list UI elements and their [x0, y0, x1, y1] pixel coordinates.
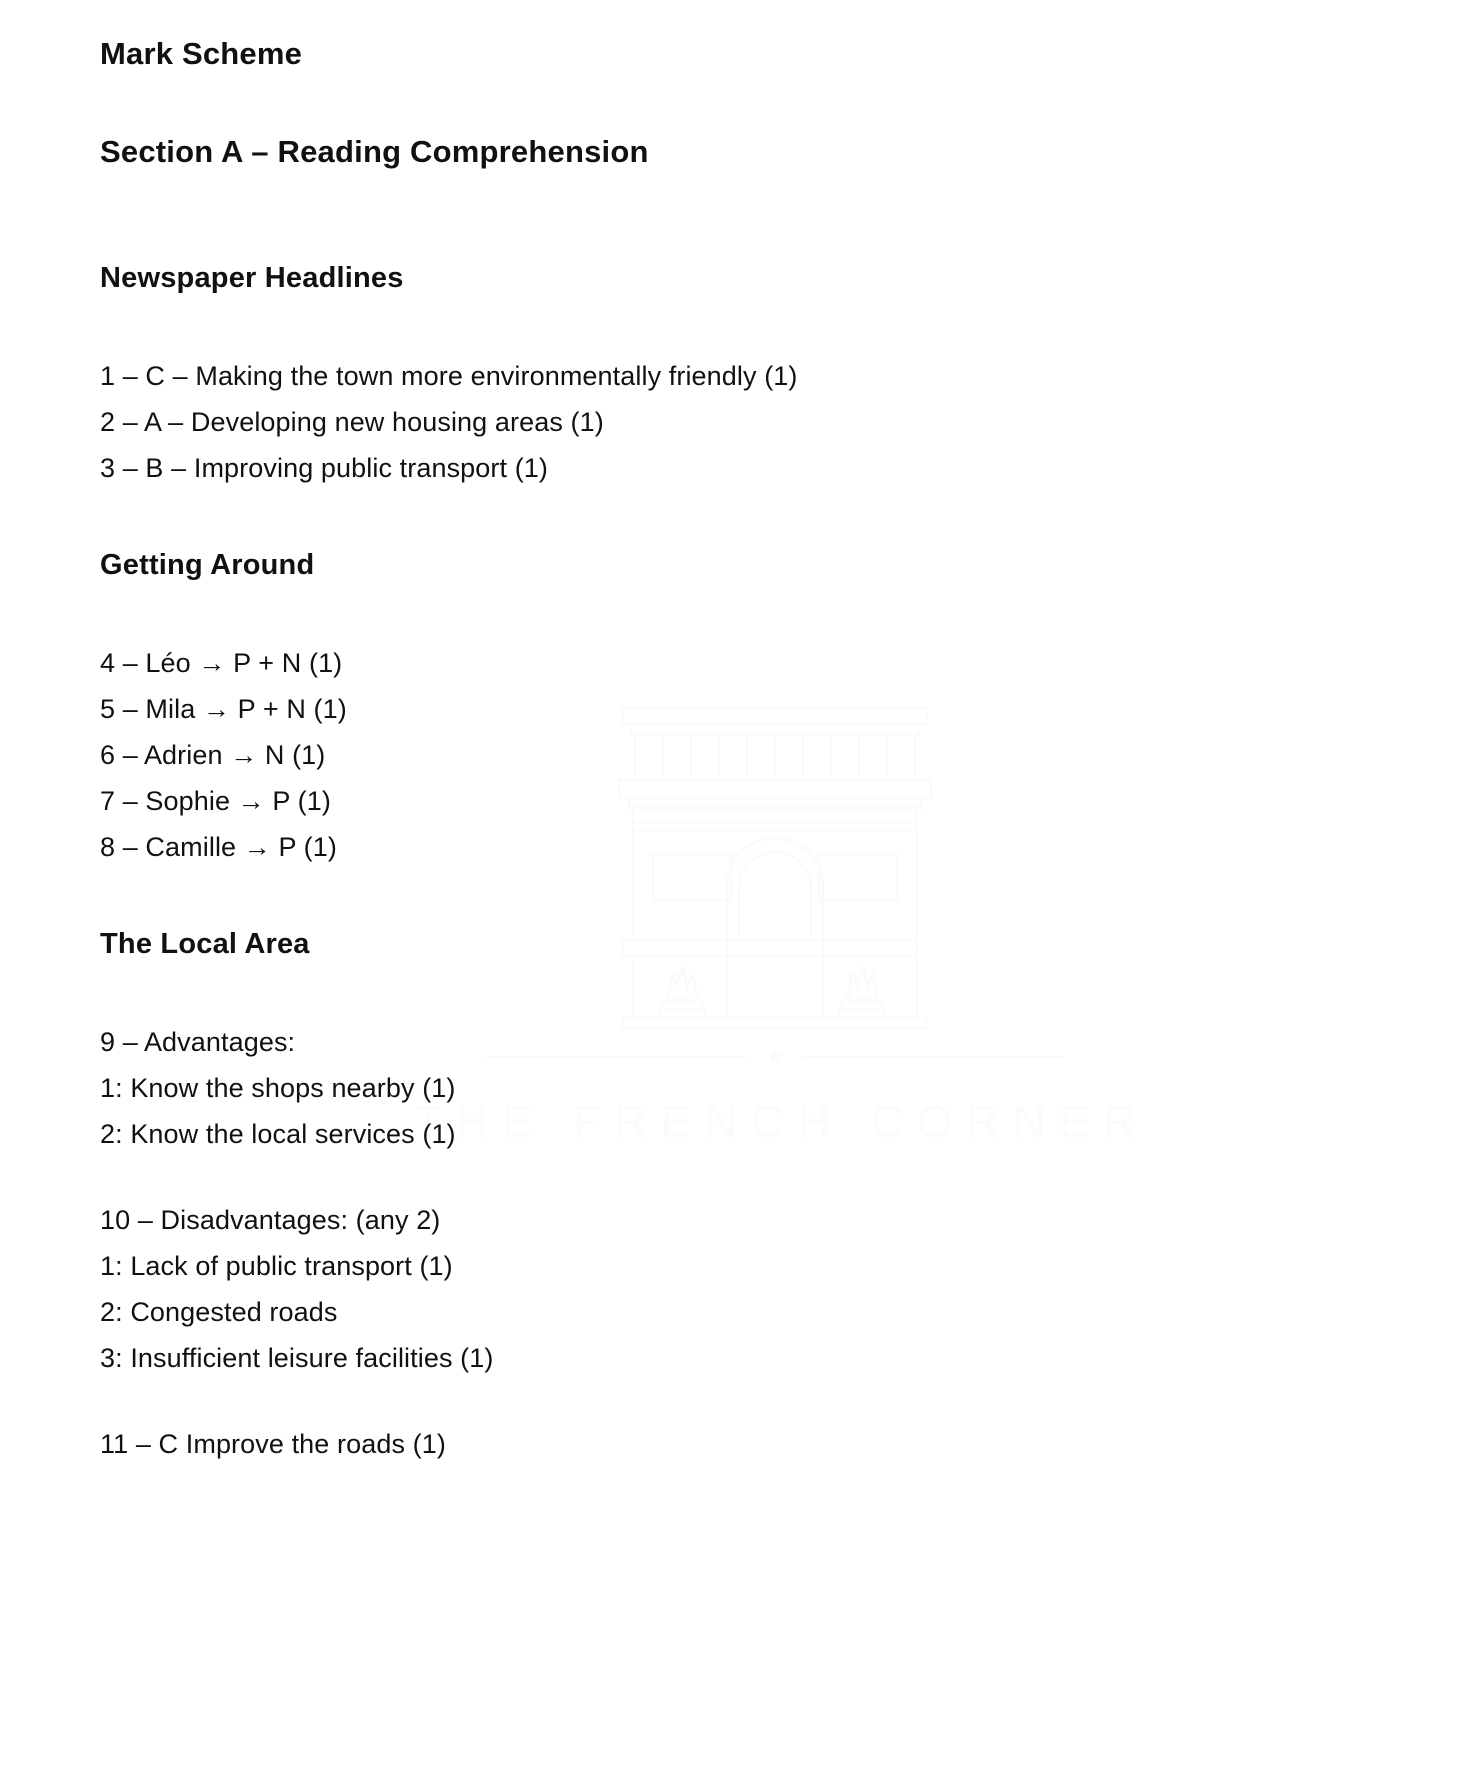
answer-line: 9 – Advantages: — [100, 1027, 296, 1057]
answer-block-newspaper-headlines — [100, 353, 1384, 491]
group-heading-the-local-area: The Local Area — [100, 928, 310, 960]
answer-line: 1: Lack of public transport (1) — [100, 1251, 453, 1281]
page-title: Mark Scheme — [100, 36, 303, 71]
answer-line: 7 – Sophie → P (1) — [100, 786, 331, 816]
section-heading: Section A – Reading Comprehension — [100, 134, 649, 169]
star-icon: ★ — [765, 1044, 785, 1069]
answer-block-question-11 — [100, 1421, 1384, 1467]
answer-line: 4 – Léo → P + N (1) — [100, 648, 343, 678]
answer-line: 1 – C – Making the town more environmentally friendly (1) — [100, 361, 798, 391]
answer-line: 1: Know the shops nearby (1) — [100, 1073, 456, 1103]
answer-line: 5 – Mila → P + N (1) — [100, 694, 347, 724]
answer-line: 2 – A – Developing new housing areas (1) — [100, 407, 604, 437]
answer-line: 6 – Adrien → N (1) — [100, 740, 326, 770]
answer-line: 2: Congested roads — [100, 1297, 338, 1327]
document-content — [100, 36, 1384, 1467]
answer-block-question-9 — [100, 1019, 1384, 1157]
answer-line: 10 – Disadvantages: (any 2) — [100, 1205, 441, 1235]
answer-block-getting-around — [100, 640, 1384, 870]
answer-line: 3 – B – Improving public transport (1) — [100, 453, 549, 483]
group-heading-newspaper-headlines: Newspaper Headlines — [100, 262, 404, 294]
answer-line: 3: Insufficient leisure facilities (1) — [100, 1343, 494, 1373]
answer-line: 11 – C Improve the roads (1) — [100, 1429, 446, 1459]
answer-block-question-10 — [100, 1197, 1384, 1381]
group-heading-getting-around: Getting Around — [100, 549, 315, 581]
watermark-brand-text: THE FRENCH CORNER — [414, 1096, 1150, 1147]
answer-line: 8 – Camille → P (1) — [100, 832, 337, 862]
answer-line: 2: Know the local services (1) — [100, 1119, 456, 1149]
